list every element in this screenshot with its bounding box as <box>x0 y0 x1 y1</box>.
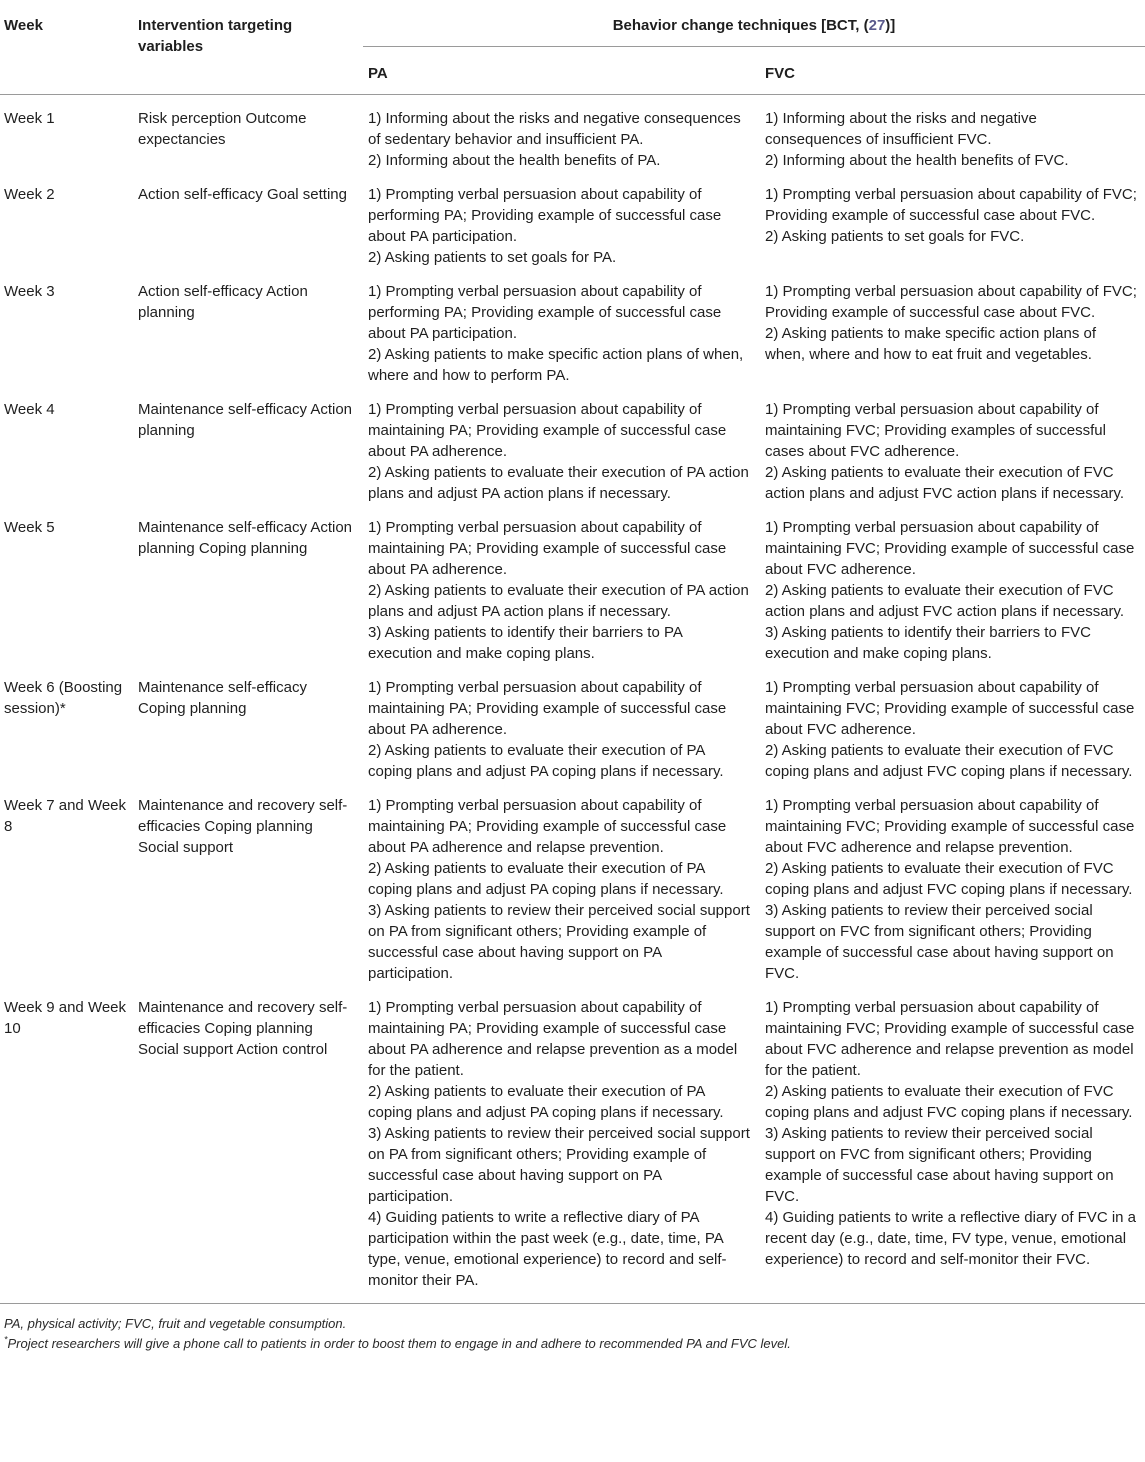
variables-cell: Maintenance and recovery self-efficacies Coping planning Social support Action control <box>138 999 348 1058</box>
fvc-technique-item: 1) Prompting verbal persuasion about capability of maintaining FVC; Providing examples of successful cases about FVC adherence. <box>765 401 1106 460</box>
pa-technique-item: 1) Prompting verbal persuasion about capability of maintaining PA; Providing example of successful case about PA adherence. <box>368 519 727 578</box>
week-cell: Week 3 <box>4 283 55 300</box>
fvc-technique-item: 2) Informing about the health benefits of FVC. <box>765 152 1069 169</box>
fvc-techniques-cell <box>760 268 1145 386</box>
footnote-star-mark: * <box>4 1334 8 1345</box>
pa-techniques-cell <box>363 95 760 172</box>
pa-technique-item: 2) Asking patients to evaluate their execution of PA action plans and adjust PA action plans if necessary. <box>368 582 749 620</box>
table-row <box>0 984 1145 1301</box>
pa-technique-item: 4) Guiding patients to write a reflective diary of PA participation within the past week (e.g., date, time, PA type, venue, emotional experience) to record and self-monitor their PA. <box>368 1209 727 1289</box>
variables-cell: Maintenance and recovery self-efficacies Coping planning Social support <box>138 797 348 856</box>
variables-cell: Action self-efficacy Goal setting <box>138 186 347 203</box>
pa-techniques-cell <box>363 782 760 984</box>
footnote-abbreviations: PA, physical activity; FVC, fruit and vegetable consumption. <box>4 1316 347 1331</box>
fvc-technique-item: 2) Asking patients to evaluate their execution of FVC action plans and adjust FVC action plans if necessary. <box>765 464 1125 502</box>
fvc-technique-item: 1) Prompting verbal persuasion about capability of FVC; Providing example of successful case about FVC. <box>765 186 1137 224</box>
pa-techniques-cell <box>363 984 760 1301</box>
table-body <box>0 95 1145 1302</box>
variables-cell: Maintenance self-efficacy Action planning Coping planning <box>138 519 353 557</box>
fvc-techniques-cell <box>760 664 1145 782</box>
header-fvc: FVC <box>765 65 795 82</box>
header-bct-group <box>363 0 1145 47</box>
week-cell: Week 1 <box>4 110 55 127</box>
week-cell: Week 6 (Boosting session)* <box>4 679 123 717</box>
fvc-technique-item: 1) Prompting verbal persuasion about capability of maintaining FVC; Providing example of successful case about FVC adherence. <box>765 519 1135 578</box>
fvc-techniques-cell <box>760 984 1145 1301</box>
pa-technique-item: 2) Asking patients to evaluate their execution of PA action plans and adjust PA action plans if necessary. <box>368 464 749 502</box>
variables-cell: Action self-efficacy Action planning <box>138 283 308 321</box>
fvc-technique-item: 4) Guiding patients to write a reflective diary of FVC in a recent day (e.g., date, time, FV type, venue, emotional experience) to record and self-monitor their FVC. <box>765 1209 1137 1268</box>
pa-technique-item: 3) Asking patients to review their perceived social support on PA from significant others; Providing example of successful case about having support on PA participation. <box>368 1125 750 1205</box>
fvc-techniques-cell <box>760 171 1145 268</box>
pa-technique-item: 2) Asking patients to evaluate their execution of PA coping plans and adjust PA coping plans if necessary. <box>368 742 724 780</box>
pa-technique-item: 1) Prompting verbal persuasion about capability of performing PA; Providing example of successful case about PA participation. <box>368 283 722 342</box>
pa-technique-item: 1) Prompting verbal persuasion about capability of maintaining PA; Providing example of successful case about PA adherence. <box>368 679 727 738</box>
header-week: Week <box>4 17 43 34</box>
pa-technique-item: 1) Prompting verbal persuasion about capability of maintaining PA; Providing example of successful case about PA adherence and relapse prevention as a model for the patient. <box>368 999 738 1079</box>
header-variables: Intervention targeting variables <box>138 17 293 55</box>
fvc-technique-item: 3) Asking patients to review their perceived social support on FVC from significant others; Providing example of successful case about having support on FVC. <box>765 902 1114 982</box>
pa-technique-item: 1) Prompting verbal persuasion about capability of maintaining PA; Providing example of successful case about PA adherence and relapse prevention. <box>368 797 727 856</box>
fvc-technique-item: 1) Informing about the risks and negative consequences of insufficient FVC. <box>765 110 1037 148</box>
table-header <box>0 0 1145 95</box>
table-row <box>0 664 1145 782</box>
pa-technique-item: 2) Asking patients to make specific action plans of when, where and how to perform PA. <box>368 346 744 384</box>
fvc-technique-item: 3) Asking patients to identify their barriers to FVC execution and make coping plans. <box>765 624 1091 662</box>
pa-techniques-cell <box>363 664 760 782</box>
pa-technique-item: 3) Asking patients to identify their barriers to PA execution and make coping plans. <box>368 624 683 662</box>
pa-technique-item: 2) Asking patients to set goals for PA. <box>368 249 617 266</box>
fvc-techniques-cell <box>760 504 1145 664</box>
table-row <box>0 504 1145 664</box>
variables-cell: Maintenance self-efficacy Coping planning <box>138 679 307 717</box>
footnote-boosting-text: Project researchers will give a phone call to patients in order to boost them to engage in and adhere to recommended PA and FVC level. <box>7 1336 791 1351</box>
table-row <box>0 95 1145 172</box>
fvc-technique-item: 2) Asking patients to make specific action plans of when, where and how to eat fruit and vegetables. <box>765 325 1097 363</box>
week-cell: Week 5 <box>4 519 55 536</box>
header-bct-reference[interactable]: 27 <box>868 17 886 34</box>
table-row <box>0 386 1145 504</box>
fvc-technique-item: 2) Asking patients to evaluate their execution of FVC action plans and adjust FVC action plans if necessary. <box>765 582 1125 620</box>
fvc-technique-item: 2) Asking patients to evaluate their execution of FVC coping plans and adjust FVC coping plans if necessary. <box>765 860 1133 898</box>
week-cell: Week 4 <box>4 401 55 418</box>
pa-technique-item: 1) Prompting verbal persuasion about capability of performing PA; Providing example of successful case about PA participation. <box>368 186 722 245</box>
fvc-technique-item: 1) Prompting verbal persuasion about capability of maintaining FVC; Providing example of successful case about FVC adherence. <box>765 679 1135 738</box>
pa-technique-item: 2) Asking patients to evaluate their execution of PA coping plans and adjust PA coping plans if necessary. <box>368 1083 724 1121</box>
week-cell: Week 7 and Week 8 <box>4 797 127 835</box>
header-bct-prefix: Behavior change techniques [BCT, ( <box>612 17 869 34</box>
pa-technique-item: 1) Prompting verbal persuasion about capability of maintaining PA; Providing example of successful case about PA adherence. <box>368 401 727 460</box>
fvc-technique-item: 1) Prompting verbal persuasion about capability of FVC; Providing example of successful case about FVC. <box>765 283 1137 321</box>
footnote-boosting <box>0 1334 1145 1354</box>
table-row <box>0 171 1145 268</box>
fvc-technique-item: 3) Asking patients to review their perceived social support on FVC from significant others; Providing example of successful case about having support on FVC. <box>765 1125 1114 1205</box>
fvc-technique-item: 2) Asking patients to evaluate their execution of FVC coping plans and adjust FVC coping plans if necessary. <box>765 742 1133 780</box>
header-bct-suffix: )] <box>885 17 896 34</box>
pa-technique-item: 3) Asking patients to review their perceived social support on PA from significant others; Providing example of successful case about having support on PA participation. <box>368 902 750 982</box>
week-cell: Week 9 and Week 10 <box>4 999 127 1037</box>
header-pa: PA <box>368 65 388 82</box>
table-row <box>0 782 1145 984</box>
pa-techniques-cell <box>363 268 760 386</box>
fvc-techniques-cell <box>760 782 1145 984</box>
pa-techniques-cell <box>363 171 760 268</box>
pa-technique-item: 2) Asking patients to evaluate their execution of PA coping plans and adjust PA coping plans if necessary. <box>368 860 724 898</box>
fvc-technique-item: 2) Asking patients to evaluate their execution of FVC coping plans and adjust FVC coping plans if necessary. <box>765 1083 1133 1121</box>
fvc-technique-item: 2) Asking patients to set goals for FVC. <box>765 228 1025 245</box>
table-row <box>0 268 1145 386</box>
fvc-technique-item: 1) Prompting verbal persuasion about capability of maintaining FVC; Providing example of successful case about FVC adherence and relapse prevention. <box>765 797 1135 856</box>
pa-technique-item: 2) Informing about the health benefits of PA. <box>368 152 661 169</box>
variables-cell: Maintenance self-efficacy Action planning <box>138 401 353 439</box>
fvc-techniques-cell <box>760 386 1145 504</box>
pa-techniques-cell <box>363 504 760 664</box>
fvc-techniques-cell <box>760 95 1145 172</box>
variables-cell: Risk perception Outcome expectancies <box>138 110 307 148</box>
week-cell: Week 2 <box>4 186 55 203</box>
pa-techniques-cell <box>363 386 760 504</box>
pa-technique-item: 1) Informing about the risks and negative consequences of sedentary behavior and insufficient PA. <box>368 110 741 148</box>
fvc-technique-item: 1) Prompting verbal persuasion about capability of maintaining FVC; Providing example of successful case about FVC adherence and relapse prevention as model for the patient. <box>765 999 1135 1079</box>
